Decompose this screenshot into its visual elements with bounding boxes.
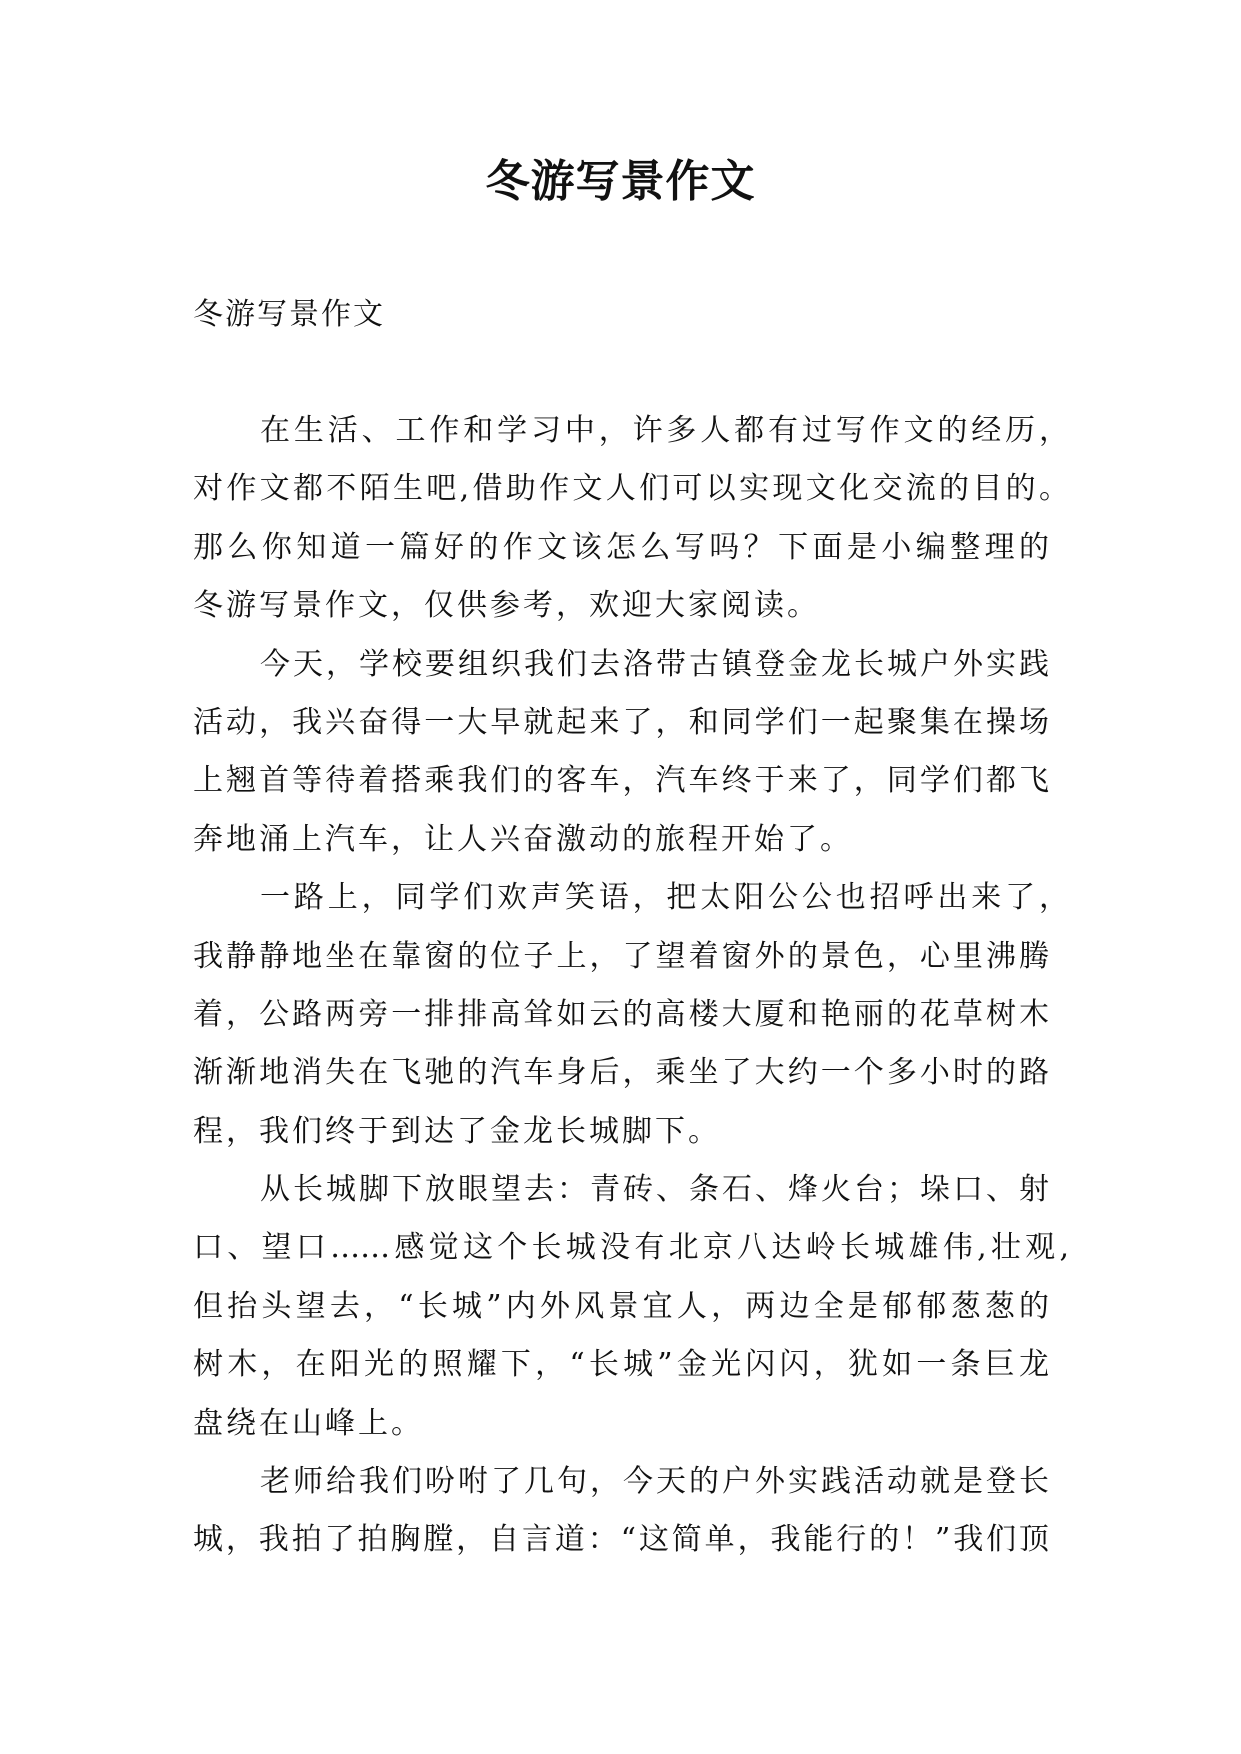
paragraph-line: 从长城脚下放眼望去：青砖、条石、烽火台；垛口、射 — [260, 1172, 1049, 1208]
paragraph-line: 上翘首等待着搭乘我们的客车，汽车终于来了，同学们都飞 — [193, 763, 1049, 799]
paragraph-line: 着，公路两旁一排排高耸如云的高楼大厦和艳丽的花草树木 — [193, 996, 1049, 1032]
paragraph-line: 在生活、工作和学习中，许多人都有过写作文的经历， — [260, 413, 1069, 448]
paragraph-line: 那么你知道一篇好的作文该怎么写吗？下面是小编整理的 — [193, 529, 1049, 565]
paragraph-line: 老师给我们吩咐了几句，今天的户外实践活动就是登长 — [260, 1464, 1049, 1500]
paragraph-line: 渐渐地消失在飞驰的汽车身后，乘坐了大约一个多小时的路 — [193, 1055, 1049, 1091]
paragraph-line: 树木，在阳光的照耀下，“长城”金光闪闪，犹如一条巨龙 — [193, 1347, 1049, 1383]
paragraph — [193, 869, 1073, 1161]
paragraph-line: 一路上，同学们欢声笑语，把太阳公公也招呼出来了， — [260, 880, 1069, 916]
document-subtitle: 冬游写景作文 — [193, 297, 385, 332]
paragraph — [193, 1161, 1073, 1453]
paragraph — [193, 1453, 1073, 1570]
document-body — [193, 402, 1073, 1570]
paragraph — [193, 402, 1073, 636]
paragraph-line: 活动，我兴奋得一大早就起来了，和同学们一起聚集在操场 — [193, 704, 1049, 740]
paragraph — [193, 636, 1073, 870]
paragraph-line: 对作文都不陌生吧,借助作文人们可以实现文化交流的目的。 — [193, 471, 1069, 507]
paragraph-line: 我静静地坐在靠窗的位子上，了望着窗外的景色，心里沸腾 — [193, 938, 1049, 974]
paragraph-line: 盘绕在山峰上。 — [193, 1405, 424, 1441]
paragraph-line: 奔地涌上汽车，让人兴奋激动的旅程开始了。 — [193, 821, 853, 857]
paragraph-line: 但抬头望去，“长城”内外风景宜人，两边全是郁郁葱葱的 — [193, 1288, 1049, 1324]
paragraph-line: 城，我拍了拍胸膛，自言道：“这简单，我能行的！”我们顶 — [193, 1522, 1049, 1558]
paragraph-line: 今天，学校要组织我们去洛带古镇登金龙长城户外实践 — [260, 646, 1049, 682]
paragraph-line: 冬游写景作文，仅供参考，欢迎大家阅读。 — [193, 588, 820, 624]
paragraph-line: 口、望口……感觉这个长城没有北京八达岭长城雄伟,壮观, — [193, 1230, 1069, 1266]
paragraph-line: 程，我们终于到达了金龙长城脚下。 — [193, 1113, 721, 1149]
document-title: 冬游写景作文 — [485, 156, 756, 207]
